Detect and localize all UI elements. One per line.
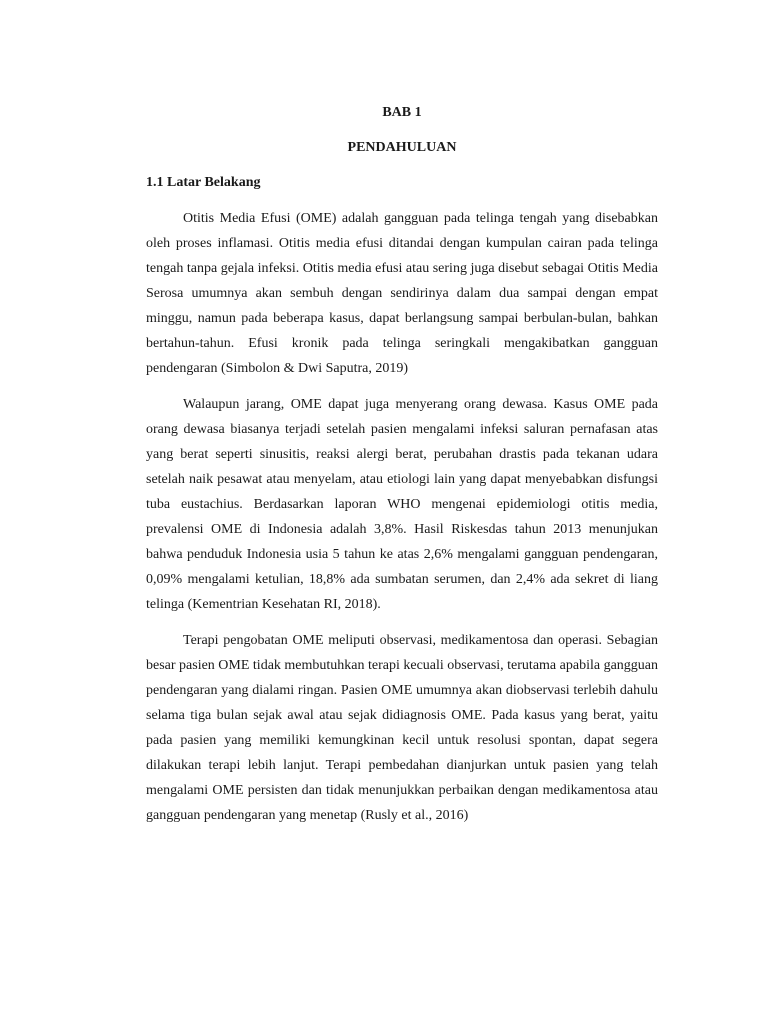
- section-heading: 1.1 Latar Belakang: [146, 175, 261, 190]
- chapter-number: BAB 1: [382, 105, 422, 120]
- chapter-title: PENDAHULUAN: [347, 140, 457, 155]
- body-paragraph: Walaupun jarang, OME dapat juga menyerang orang dewasa. Kasus OME pada orang dewasa biasanya terjadi setelah pasien mengalami infeksi saluran pernafasan atas yang berat seperti sinusitis, reaksi alergi berat, perubahan drastis pada tekanan udara setelah naik pesawat atau menyelam, atau etiologi lain yang dapat menyebabkan disfungsi tuba eustachius. Berdasarkan laporan WHO mengenai epidemiologi otitis media, prevalensi OME di Indonesia adalah 3,8%. Hasil Riskesdas tahun 2013 menunjukan bahwa penduduk Indonesia usia 5 tahun ke atas 2,6% mengalami gangguan pendengaran, 0,09% mengalami ketulian, 18,8% ada sumbatan serumen, dan 2,4% ada sekret di liang telinga (Kementrian Kesehatan RI, 2018).: [146, 397, 658, 612]
- body-paragraph: Terapi pengobatan OME meliputi observasi, medikamentosa dan operasi. Sebagian besar pasien OME tidak membutuhkan terapi kecuali observasi, terutama apabila gangguan pendengaran yang dialami ringan. Pasien OME umumnya akan diobservasi terlebih dahulu selama tiga bulan sejak awal atau sejak didiagnosis OME. Pada kasus yang berat, yaitu pada pasien yang memiliki kemungkinan kecil untuk resolusi spontan, dapat segera dilakukan terapi lebih lanjut. Terapi pembedahan dianjurkan untuk pasien yang telah mengalami OME persisten dan tidak menunjukkan perbaikan dengan medikamentosa atau gangguan pendengaran yang menetap (Rusly et al., 2016): [146, 633, 658, 823]
- body-paragraph: Otitis Media Efusi (OME) adalah gangguan pada telinga tengah yang disebabkan oleh proses inflamasi. Otitis media efusi ditandai dengan kumpulan cairan pada telinga tengah tanpa gejala infeksi. Otitis media efusi atau sering juga disebut sebagai Otitis Media Serosa umumnya akan sembuh dengan sendirinya dalam dua sampai dengan empat minggu, namun pada beberapa kasus, dapat berlangsung sampai berbulan-bulan, bahkan bertahun-tahun. Efusi kronik pada telinga seringkali mengakibatkan gangguan pendengaran (Simbolon & Dwi Saputra, 2019): [146, 211, 658, 376]
- document-page: [146, 103, 658, 828]
